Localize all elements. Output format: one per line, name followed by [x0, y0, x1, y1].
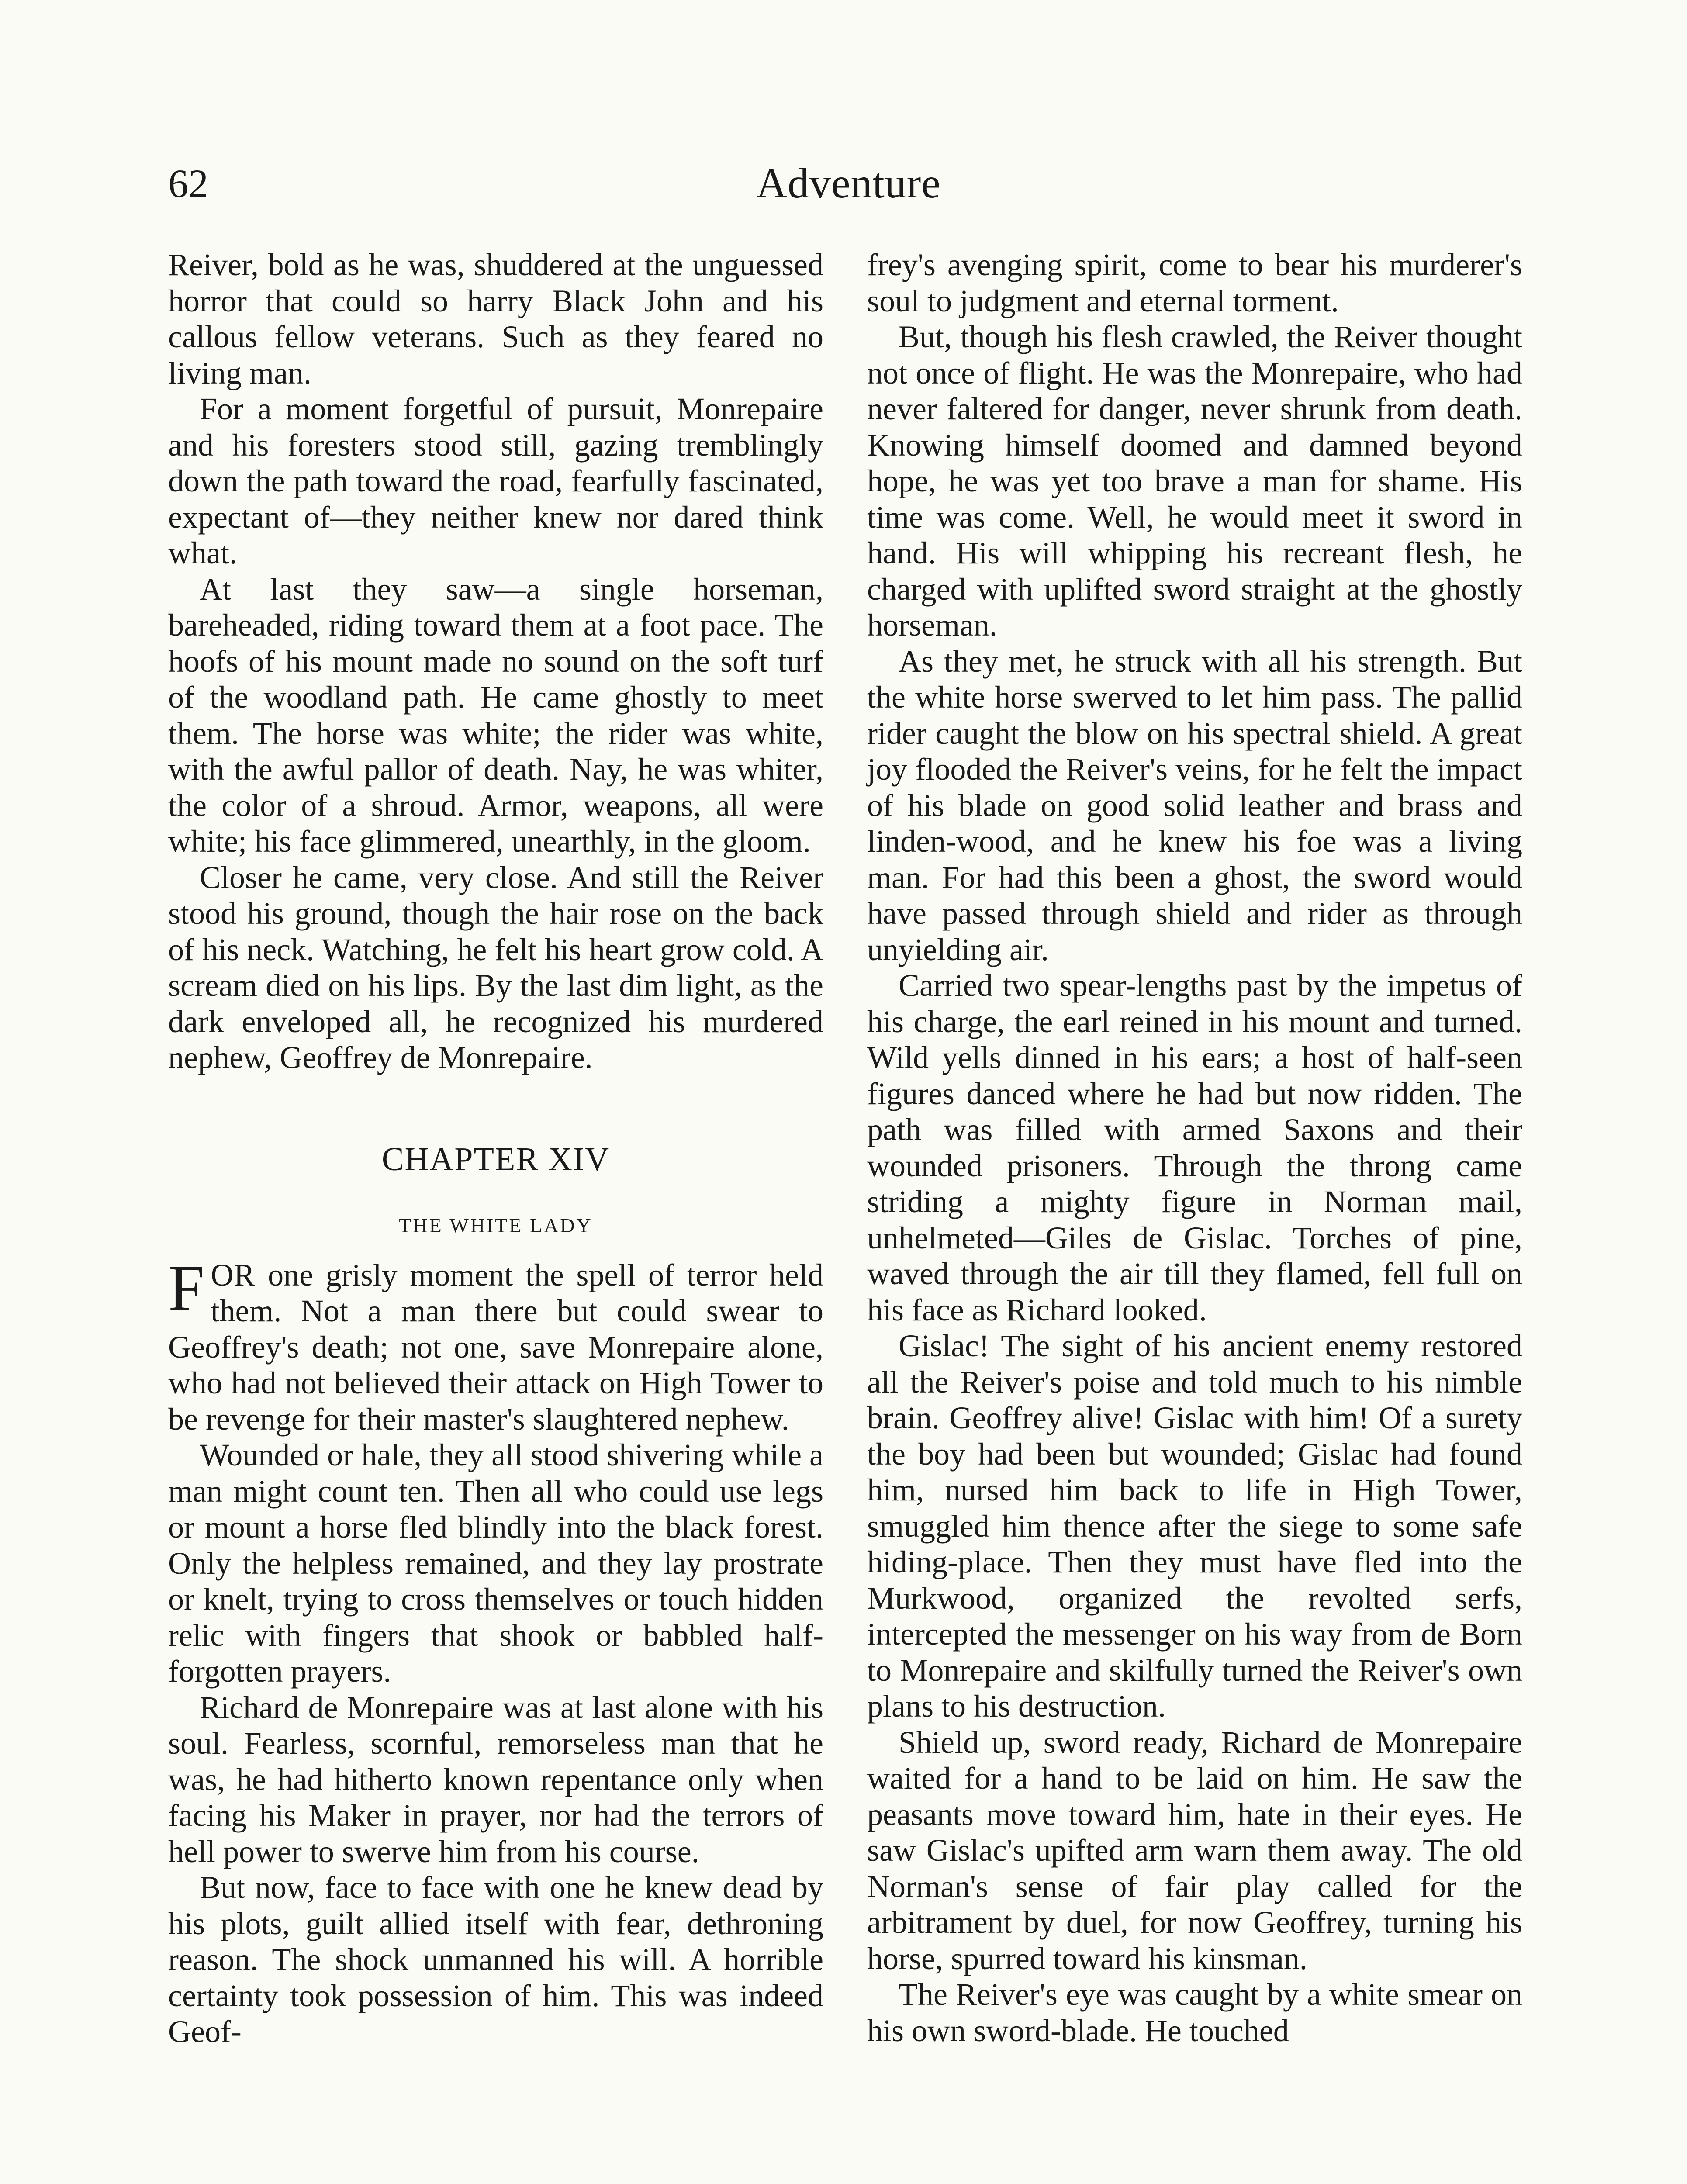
- paragraph: Closer he came, very close. And still the Reiver stood his ground, though the hair rose on the back of his neck. Watching, he felt his heart grow cold. A scream died on his lips. By the last dim light, as the dark enveloped all, he recognized his murdered nephew, Geoffrey de Monrepaire.: [168, 860, 823, 1075]
- paragraph-text: one grisly moment the spell of terror held them. Not a man there but could swear to Geoffrey's death; not one, save Monrepaire alone, who had not believed their attack on High Tower to be revenge for their master's slaughtered nephew.: [168, 1257, 823, 1437]
- first-word: OR: [211, 1257, 256, 1292]
- left-column: [168, 247, 823, 2050]
- paragraph: For a moment forgetful of pursuit, Monrepaire and his foresters stood still, gazing tremblingly down the path toward the road, fearfully fascinated, expectant of—they neither knew nor dared think what.: [168, 391, 823, 570]
- paragraph: Richard de Monrepaire was at last alone with his soul. Fearless, scornful, remorseless man that he was, he had hitherto known repentance only when facing his Maker in prayer, nor had the terrors of hell power to swerve him from his course.: [168, 1690, 823, 1869]
- right-column: [867, 247, 1522, 2049]
- chapter-subtitle: THE WHITE LADY: [399, 1214, 593, 1237]
- paragraph: But, though his flesh crawled, the Reiver thought not once of flight. He was the Monrepaire, who had never faltered for danger, never shrunk from death. Knowing himself doomed and damned beyond hope, he was yet too brave a man for shame. His time was come. Well, he would meet it sword in hand. His will whipping his recreant flesh, he charged with uplifted sword straight at the ghostly horseman.: [867, 319, 1522, 643]
- paragraph: Gislac! The sight of his ancient enemy restored all the Reiver's poise and told much to his nimble brain. Geoffrey alive! Gislac with him! Of a surety the boy had been but wounded; Gislac had found him, nursed him back to life in High Tower, smuggled him thence after the siege to some safe hiding-place. Then they must have fled into the Murkwood, organized the revolted serfs, intercepted the messenger on his way from de Born to Monrepaire and skilfully turned the Reiver's own plans to his destruction.: [867, 1328, 1522, 1724]
- paragraph: But now, face to face with one he knew dead by his plots, guilt allied itself with fear, dethroning reason. The shock unmanned his will. A horrible certainty took possession of him. This was indeed Geof-: [168, 1870, 823, 2049]
- magazine-title: Adventure: [756, 160, 941, 207]
- chapter-opening-paragraph: [168, 1251, 823, 1438]
- paragraph: Carried two spear-lengths past by the impetus of his charge, the earl reined in his mount and turned. Wild yells dinned in his ears; a host of half-seen figures danced where he had but now ridden. The path was filled with armed Saxons and their wounded prisoners. Through the throng came striding a mighty figure in Norman mail, unhelmeted—Giles de Gislac. Torches of pine, waved through the air till they flamed, fell full on his face as Richard looked.: [867, 968, 1522, 1327]
- paragraph: frey's avenging spirit, come to bear his murderer's soul to judgment and eternal torment.: [867, 247, 1522, 318]
- paragraph: Wounded or hale, they all stood shivering while a man might count ten. Then all who could use legs or mount a horse fled blindly into the black forest. Only the helpless remained, and they lay prostrate or knelt, trying to cross themselves or touch hidden relic with fingers that shook or babbled half-forgotten prayers.: [168, 1438, 823, 1689]
- page-header: [168, 153, 1529, 214]
- page-number: 62: [168, 161, 208, 206]
- paragraph: Reiver, bold as he was, shuddered at the unguessed horror that could so harry Black John and his callous fellow veterans. Such as they feared no living man.: [168, 247, 823, 390]
- paragraph: At last they saw—a single horseman, bareheaded, riding toward them at a foot pace. The hoofs of his mount made no sound on the soft turf of the woodland path. He came ghostly to meet them. The horse was white; the rider was white, with the awful pallor of death. Nay, he was whiter, the color of a shroud. Armor, weapons, all were white; his face glimmered, unearthly, in the gloom.: [168, 571, 823, 859]
- paragraph: As they met, he struck with all his strength. But the white horse swerved to let him pass. The pallid rider caught the blow on his spectral shield. A great joy flooded the Reiver's veins, for he felt the impact of his blade on good solid leather and brass and linden-wood, and he knew his foe was a living man. For had this been a ghost, the sword would have passed through shield and rider as through unyielding air.: [867, 643, 1522, 967]
- paragraph: Shield up, sword ready, Richard de Monrepaire waited for a hand to be laid on him. He saw the peasants move toward him, hate in their eyes. He saw Gislac's upifted arm warn them away. The old Norman's sense of fair play called for the arbitrament by duel, for now Geoffrey, turning his horse, spurred toward his kinsman.: [867, 1724, 1522, 1976]
- chapter-heading: CHAPTER XIV: [381, 1140, 610, 1178]
- paragraph: The Reiver's eye was caught by a white smear on his own sword-blade. He touched: [867, 1977, 1522, 2048]
- drop-cap: F: [168, 1251, 205, 1324]
